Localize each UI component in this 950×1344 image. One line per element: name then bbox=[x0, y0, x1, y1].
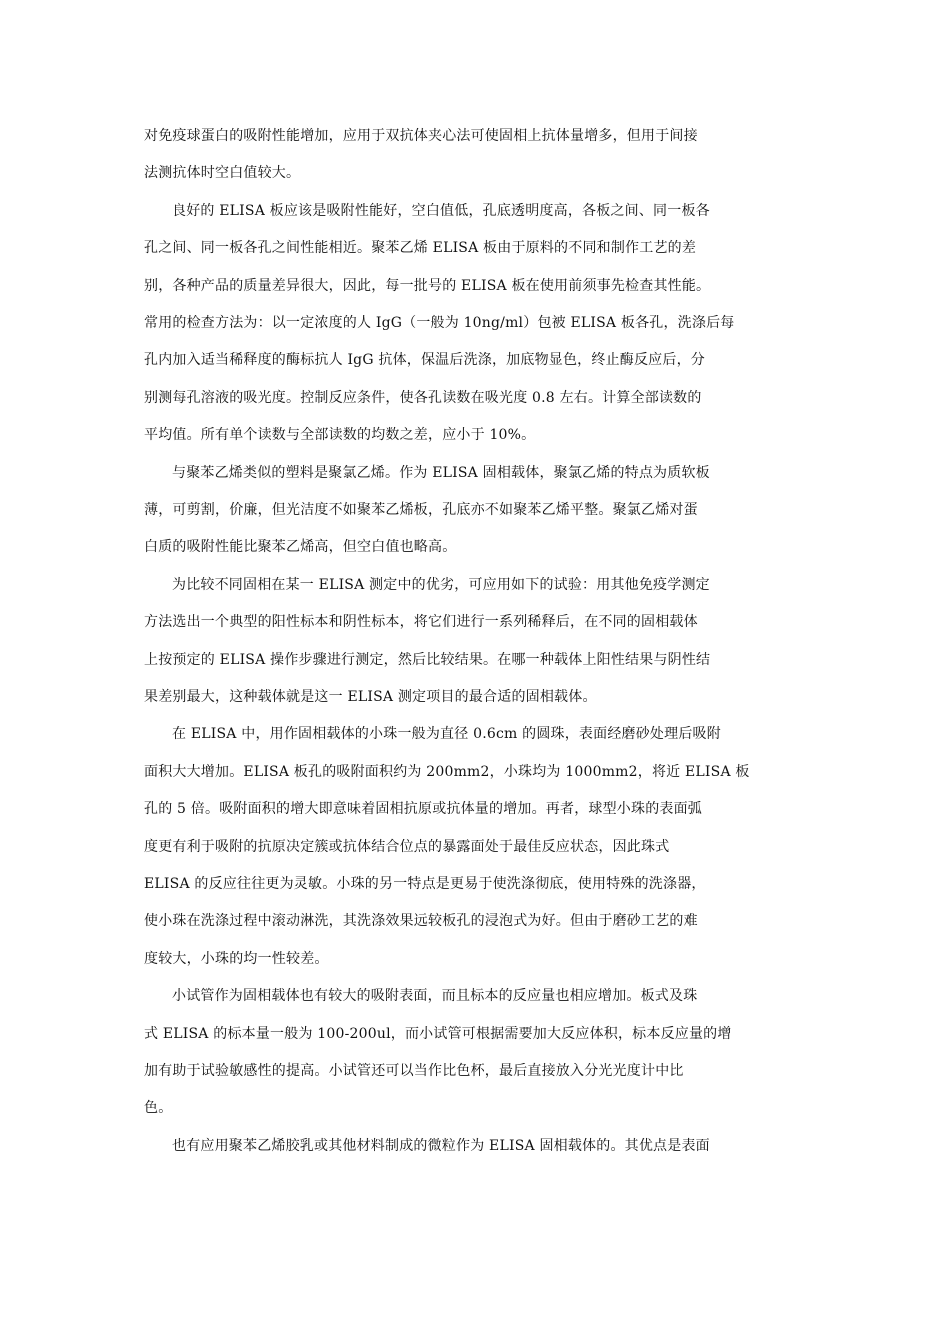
text-line: 加有助于试验敏感性的提高。小试管还可以当作比色杯，最后直接放入分光光度计中比 bbox=[144, 1063, 684, 1079]
text-line: 法测抗体时空白值较大。 bbox=[144, 165, 301, 181]
text-line: 白质的吸附性能比聚苯乙烯高，但空白值也略高。 bbox=[144, 539, 457, 555]
text-line: 上按预定的 ELISA 操作步骤进行测定，然后比较结果。在哪一种载体上阳性结果与阴性结 bbox=[144, 652, 711, 668]
text-line: 对免疫球蛋白的吸附性能增加，应用于双抗体夹心法可使固相上抗体量增多，但用于间接 bbox=[144, 128, 698, 144]
text-line: 别测每孔溶液的吸光度。控制反应条件，使各孔读数在吸光度 0.8 左右。计算全部读数的 bbox=[144, 390, 702, 406]
text-line: 式 ELISA 的标本量一般为 100-200ul，而小试管可根据需要加大反应体积，标本反应量的增 bbox=[144, 1026, 732, 1042]
text-line: 别，各种产品的质量差异很大，因此，每一批号的 ELISA 板在使用前须事先检查其性能。 bbox=[144, 278, 711, 294]
paragraph-first-line: 与聚苯乙烯类似的塑料是聚氯乙烯。作为 ELISA 固相载体，聚氯乙烯的特点为质软板 bbox=[172, 465, 710, 481]
text-line: 平均值。所有单个读数与全部读数的均数之差，应小于 10%。 bbox=[144, 427, 536, 443]
paragraph-first-line: 也有应用聚苯乙烯胶乳或其他材料制成的微粒作为 ELISA 固相载体的。其优点是表面 bbox=[172, 1138, 710, 1154]
text-line: 使小珠在洗涤过程中滚动淋洗，其洗涤效果远较板孔的浸泡式为好。但由于磨砂工艺的难 bbox=[144, 913, 698, 929]
text-line: 果差别最大，这种载体就是这一 ELISA 测定项目的最合适的固相载体。 bbox=[144, 689, 597, 705]
text-line: 常用的检查方法为：以一定浓度的人 IgG（一般为 10ng/ml）包被 ELISA 板各孔，洗涤后每 bbox=[144, 315, 735, 331]
text-line: 薄，可剪割，价廉，但光洁度不如聚苯乙烯板，孔底亦不如聚苯乙烯平整。聚氯乙烯对蛋 bbox=[144, 502, 698, 518]
paragraph-first-line: 小试管作为固相载体也有较大的吸附表面，而且标本的反应量也相应增加。板式及珠 bbox=[172, 988, 698, 1004]
paragraph-first-line: 良好的 ELISA 板应该是吸附性能好，空白值低，孔底透明度高，各板之间、同一板各 bbox=[172, 203, 710, 219]
paragraph-first-line: 为比较不同固相在某一 ELISA 测定中的优劣，可应用如下的试验：用其他免疫学测定 bbox=[172, 577, 710, 593]
text-line: 度更有利于吸附的抗原决定簇或抗体结合位点的暴露面处于最佳反应状态，因此珠式 bbox=[144, 839, 670, 855]
text-line: 方法选出一个典型的阳性标本和阴性标本，将它们进行一系列稀释后，在不同的固相载体 bbox=[144, 614, 698, 630]
text-line: 孔内加入适当稀释度的酶标抗人 IgG 抗体，保温后洗涤，加底物显色，终止酶反应后，分 bbox=[144, 352, 705, 368]
paragraph-first-line: 在 ELISA 中，用作固相载体的小珠一般为直径 0.6cm 的圆珠，表面经磨砂处理后吸附 bbox=[172, 726, 721, 742]
text-line: 孔之间、同一板各孔之间性能相近。聚苯乙烯 ELISA 板由于原料的不同和制作工艺的差 bbox=[144, 240, 697, 256]
text-line: 孔的 5 倍。吸附面积的增大即意味着固相抗原或抗体量的增加。再者，球型小珠的表面弧 bbox=[144, 801, 703, 817]
text-line: 面积大大增加。ELISA 板孔的吸附面积约为 200mm2，小珠均为 1000mm2，将近 ELISA 板 bbox=[144, 764, 750, 780]
text-line: ELISA 的反应往往更为灵敏。小珠的另一特点是更易于使洗涤彻底，使用特殊的洗涤器， bbox=[144, 876, 706, 892]
text-line: 色。 bbox=[144, 1100, 173, 1116]
text-line: 度较大，小珠的均一性较差。 bbox=[144, 951, 329, 967]
